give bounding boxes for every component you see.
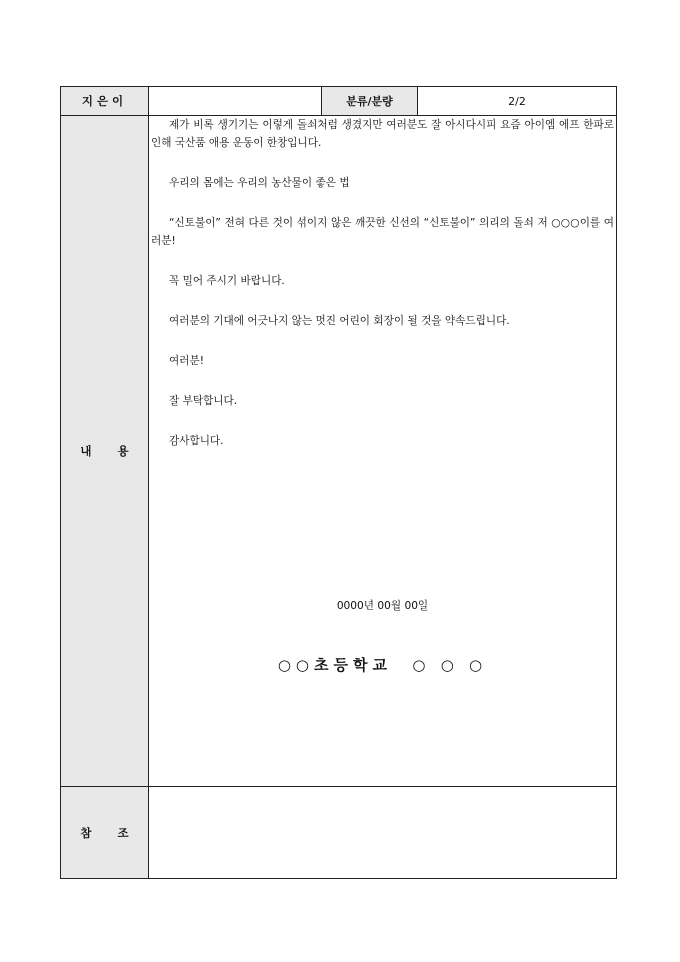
notes-label: 참 조 xyxy=(61,787,149,878)
content-label: 내 용 xyxy=(61,116,149,787)
notes-value xyxy=(149,787,616,878)
content-paragraph: 감사합니다. xyxy=(169,435,224,447)
content-paragraph: 꼭 밀어 주시기 바랍니다. xyxy=(169,275,285,287)
author-value xyxy=(149,87,322,116)
author-label: 지은이 xyxy=(61,87,149,116)
content-paragraph: 잘 부탁합니다. xyxy=(169,395,238,407)
category-value: 2/2 xyxy=(418,87,616,116)
content-paragraph: 여러분의 기대에 어긋나지 않는 멋진 어린이 회장이 될 것을 약속드립니다. xyxy=(169,315,510,327)
category-label: 분류/분량 xyxy=(322,87,418,116)
content-paragraph: “신토불이” 전혀 다른 것이 섞이지 않은 깨끗한 신선의 “신토불이” 의리의 돌쇠 저 ○○○이를 여러분! xyxy=(151,217,614,247)
content-body xyxy=(149,116,616,787)
content-paragraph: 우리의 몸에는 우리의 농산물이 좋은 법 xyxy=(169,177,350,189)
speech-form-table xyxy=(60,86,617,879)
speaker-signature: ○○초등학교 ○ ○ ○ xyxy=(277,656,488,674)
content-paragraph: 여러분! xyxy=(169,355,204,367)
speech-date: 0000년 00월 00일 xyxy=(336,600,429,612)
content-paragraph: 제가 비록 생기기는 이렇게 돌쇠처럼 생겼지만 여러분도 잘 아시다시피 요즘 아이엠 에프 한파로 인해 국산품 애용 운동이 한창입니다. xyxy=(151,119,614,149)
